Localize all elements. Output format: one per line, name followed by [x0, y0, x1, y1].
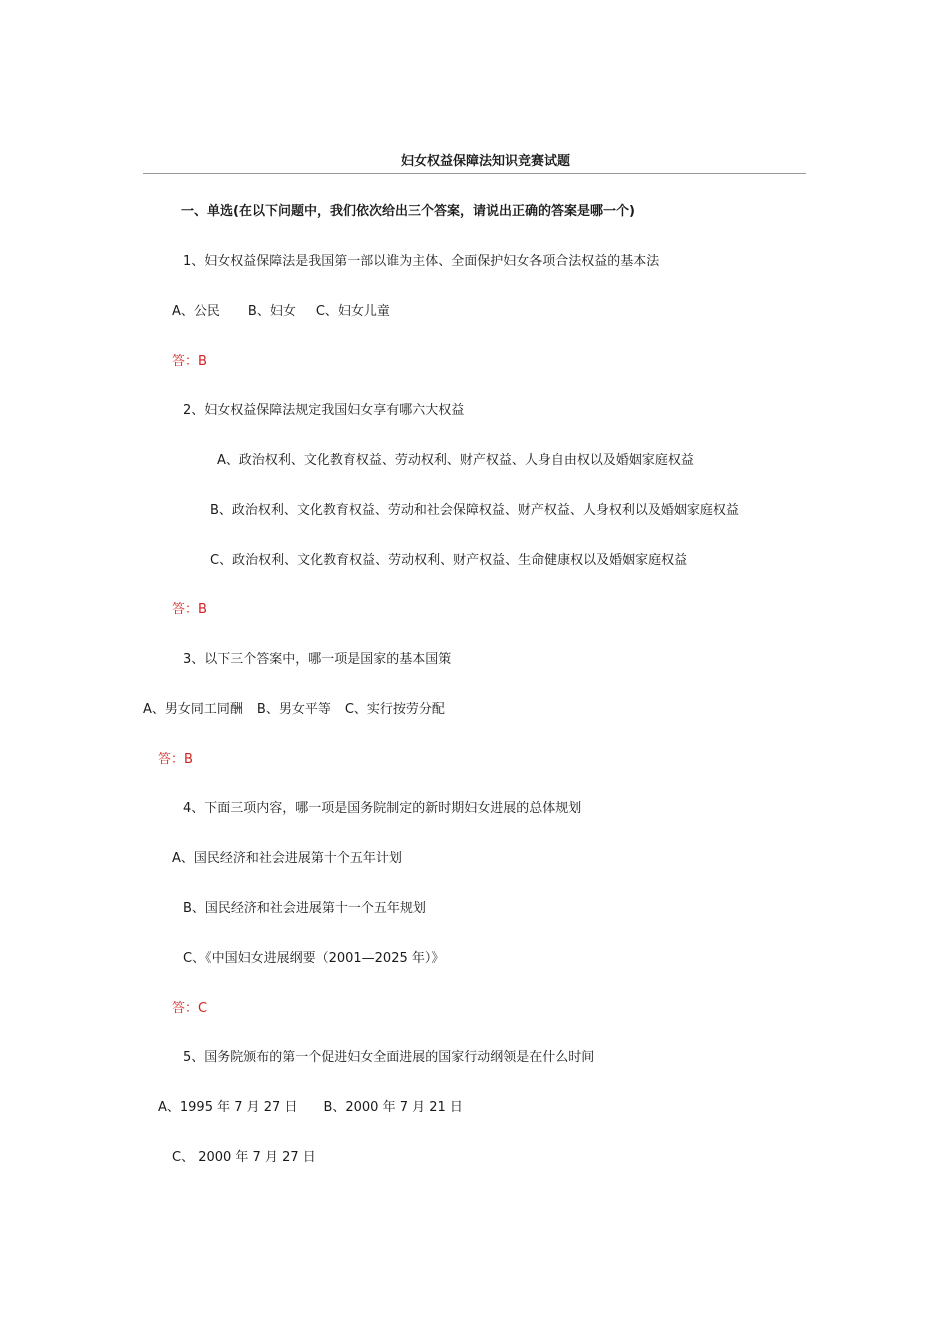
question-5-option-b: B、2000 年 7 月 21 日	[323, 1100, 463, 1115]
question-3-options	[143, 701, 445, 719]
question-4: 4、下面三项内容，哪一项是国务院制定的新时期妇女进展的总体规划	[183, 801, 582, 816]
question-3: 3、以下三个答案中，哪一项是国家的基本国策	[183, 652, 452, 667]
question-5-option-a: A、1995 年 7 月 27 日	[158, 1100, 298, 1115]
question-4-option-c: C、《中国妇女进展纲要（2001—2025 年）》	[183, 951, 445, 966]
question-1-option-b: B、妇女	[247, 304, 296, 319]
question-2-option-a: A、政治权利、文化教育权益、劳动权利、财产权益、人身自由权以及婚姻家庭权益	[217, 453, 694, 468]
question-1-option-c: C、妇女儿童	[315, 304, 390, 319]
question-5-option-c: C、 2000 年 7 月 27 日	[172, 1150, 316, 1165]
question-1-options	[172, 303, 390, 321]
question-3-option-c: C、实行按劳分配	[344, 702, 445, 717]
question-5: 5、国务院颁布的第一个促进妇女全面进展的国家行动纲领是在什么时间	[183, 1050, 595, 1065]
document-title: 妇女权益保障法知识竞赛试题	[401, 154, 571, 169]
question-2-answer: 答：B	[172, 602, 207, 617]
section-heading: 一、单选(在以下问题中，我们依次给出三个答案，请说出正确的答案是哪一个)	[181, 204, 635, 219]
question-4-option-b: B、国民经济和社会进展第十一个五年规划	[183, 901, 426, 916]
question-1-option-a: A、公民	[172, 304, 220, 319]
question-3-option-b: B、男女平等	[256, 702, 331, 717]
question-5-options	[158, 1099, 463, 1117]
question-4-option-a: A、国民经济和社会进展第十个五年计划	[172, 851, 402, 866]
question-1: 1、妇女权益保障法是我国第一部以谁为主体、全面保护妇女各项合法权益的基本法	[183, 254, 660, 269]
question-4-answer: 答：C	[172, 1001, 208, 1016]
title-divider	[143, 173, 806, 174]
question-2: 2、妇女权益保障法规定我国妇女享有哪六大权益	[183, 403, 465, 418]
question-3-option-a: A、男女同工同酬	[143, 702, 243, 717]
question-3-answer: 答：B	[158, 752, 193, 767]
question-2-option-b: B、政治权利、文化教育权益、劳动和社会保障权益、财产权益、人身权利以及婚姻家庭权益	[210, 503, 739, 518]
question-2-option-c: C、政治权利、文化教育权益、劳动权利、财产权益、生命健康权以及婚姻家庭权益	[210, 553, 688, 568]
question-1-answer: 答：B	[172, 354, 207, 369]
